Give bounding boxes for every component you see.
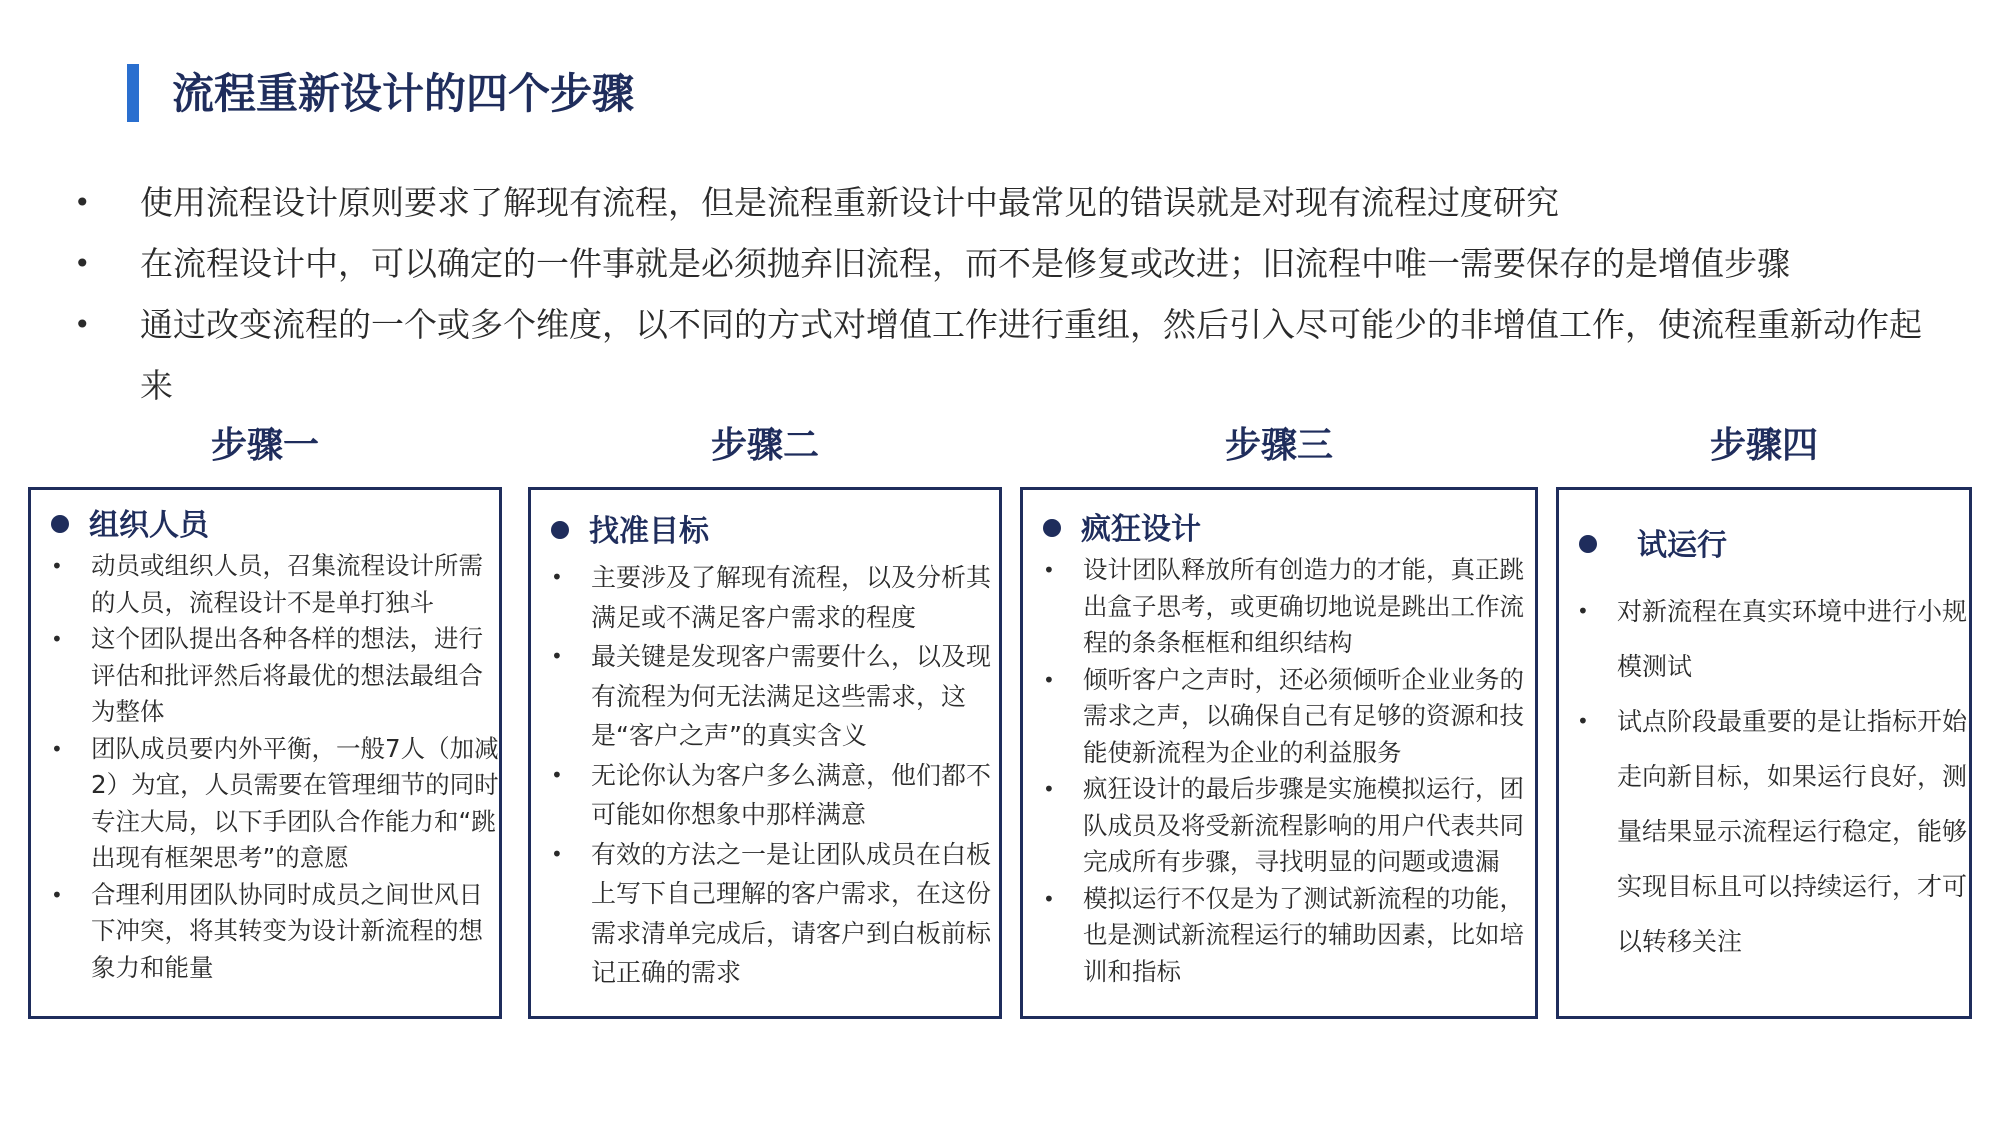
card-title-text: 组织人员	[89, 508, 209, 543]
list-item-text: 疯狂设计的最后步骤是实施模拟运行，团队成员及将受新流程影响的用户代表共同完成所有步骤，寻找明显的问题或遗漏	[1083, 774, 1524, 876]
list-item	[1043, 552, 1535, 662]
list-item	[551, 835, 999, 993]
step-heading-1: 步骤一	[210, 425, 319, 466]
page-title: 流程重新设计的四个步骤	[172, 69, 635, 118]
list-item-text: 试点阶段最重要的是让指标开始走向新目标，如果运行良好，测量结果显示流程运行稳定，能够实现目标且可以持续运行，才可以转移关注	[1617, 707, 1968, 956]
intro-text: 在流程设计中，可以确定的一件事就是必须抛弃旧流程，而不是修复或改进；旧流程中唯一需要保存的是增值步骤	[140, 244, 1790, 283]
bullet-icon: •	[1043, 886, 1055, 911]
card-title-text: 试运行	[1637, 528, 1727, 563]
list-item	[551, 756, 999, 835]
intro-item	[68, 172, 1928, 233]
bullet-icon: •	[74, 247, 91, 280]
list-item	[1043, 662, 1535, 772]
step-heading-3: 步骤三	[1224, 425, 1333, 466]
list-item-text: 主要涉及了解现有流程，以及分析其满足或不满足客户需求的程度	[591, 563, 992, 632]
bullet-icon: •	[74, 308, 91, 341]
bullet-icon: •	[1043, 667, 1055, 692]
list-item-text: 动员或组织人员，召集流程设计所需的人员，流程设计不是单打独斗	[91, 551, 483, 617]
list-item-text: 有效的方法之一是让团队成员在白板上写下自己理解的客户需求，在这份需求清单完成后，请客户到白板前标记正确的需求	[591, 839, 992, 987]
list-item	[551, 558, 999, 637]
step-card-1	[28, 487, 502, 1019]
bullet-icon: •	[1577, 599, 1589, 623]
card-title	[1579, 526, 1969, 566]
card-title	[1043, 510, 1535, 550]
list-item-text: 模拟运行不仅是为了测试新流程的功能，也是测试新流程运行的辅助因素，比如培训和指标	[1083, 883, 1524, 986]
card-title	[551, 512, 999, 552]
bullet-icon: •	[51, 627, 63, 651]
bullet-icon: •	[1043, 777, 1055, 801]
title-accent-bar	[127, 64, 139, 122]
bullet-icon: •	[51, 736, 63, 761]
intro-text: 使用流程设计原则要求了解现有流程，但是流程重新设计中最常见的错误就是对现有流程过度研究	[140, 183, 1559, 222]
list-item	[1577, 694, 1969, 969]
bullet-icon: •	[1577, 709, 1589, 733]
intro-list	[68, 172, 1928, 416]
card-list	[1577, 584, 1969, 969]
card-list	[1043, 552, 1535, 990]
step-card-2	[528, 487, 1002, 1019]
bullet-icon: •	[551, 565, 563, 589]
card-title	[51, 506, 499, 546]
intro-text: 通过改变流程的一个或多个维度，以不同的方式对增值工作进行重组，然后引入尽可能少的非增值工作，使流程重新动作起来	[140, 305, 1922, 405]
bullet-icon: •	[1043, 558, 1055, 582]
list-item	[51, 548, 499, 621]
bullet-icon	[1579, 535, 1597, 553]
bullet-icon	[51, 515, 69, 533]
card-title-text: 疯狂设计	[1081, 512, 1201, 547]
list-item	[51, 877, 499, 987]
card-list	[551, 558, 999, 993]
list-item-text: 最关键是发现客户需要什么，以及现有流程为何无法满足这些需求，这是“客户之声”的真实含义	[591, 642, 992, 750]
bullet-icon	[551, 521, 569, 539]
step-heading-2: 步骤二	[710, 425, 819, 466]
list-item	[1043, 881, 1535, 991]
list-item	[51, 621, 499, 731]
list-item-text: 合理利用团队协同时成员之间世风日下冲突，将其转变为设计新流程的想象力和能量	[91, 879, 483, 982]
bullet-icon: •	[51, 882, 63, 907]
list-item-text: 对新流程在真实环境中进行小规模测试	[1617, 597, 1968, 681]
step-heading-4: 步骤四	[1709, 425, 1818, 466]
list-item-text: 设计团队释放所有创造力的才能，真正跳出盒子思考，或更确切地说是跳出工作流程的条条框框和组织结构	[1083, 555, 1524, 657]
bullet-icon: •	[551, 762, 563, 787]
intro-item	[68, 233, 1928, 294]
bullet-icon: •	[51, 554, 63, 578]
list-item-text: 团队成员要内外平衡，一般7人（加减2）为宜，人员需要在管理细节的同时专注大局，以下手团队合作能力和“跳出现有框架思考”的意愿	[91, 733, 499, 872]
bullet-icon: •	[74, 186, 91, 219]
step-card-3	[1020, 487, 1538, 1019]
bullet-icon	[1043, 519, 1061, 537]
card-list	[51, 548, 499, 986]
list-item	[1577, 584, 1969, 694]
list-item	[551, 637, 999, 756]
list-item-text: 无论你认为客户多么满意，他们都不可能如你想象中那样满意	[591, 760, 992, 829]
intro-item	[68, 294, 1928, 416]
list-item	[51, 731, 499, 877]
step-card-4	[1556, 487, 1972, 1019]
list-item-text: 倾听客户之声时，还必须倾听企业业务的需求之声，以确保自己有足够的资源和技能使新流程为企业的利益服务	[1083, 664, 1524, 767]
list-item-text: 这个团队提出各种各样的想法，进行评估和批评然后将最优的想法最组合为整体	[91, 624, 483, 726]
bullet-icon: •	[551, 841, 563, 866]
list-item	[1043, 771, 1535, 881]
card-title-text: 找准目标	[589, 514, 709, 549]
bullet-icon: •	[551, 644, 563, 668]
